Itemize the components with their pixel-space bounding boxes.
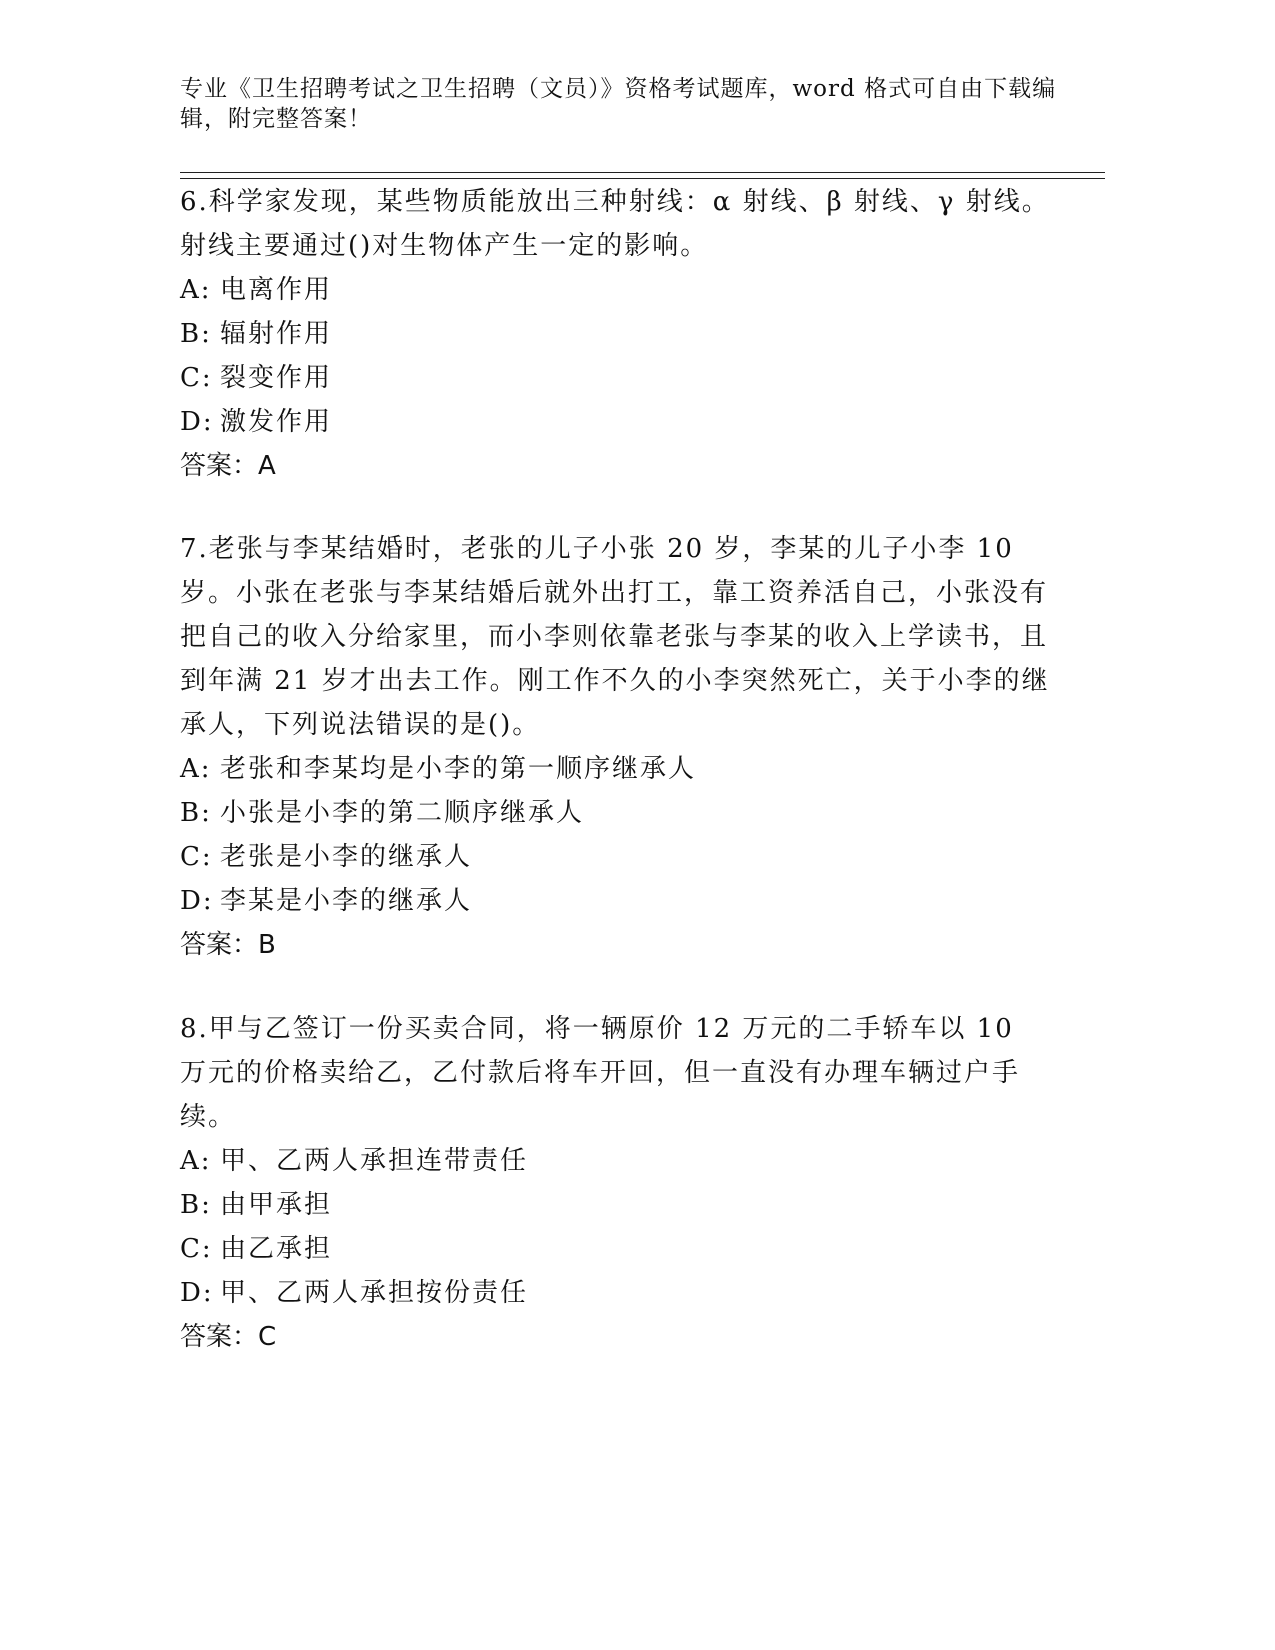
- option-c: [180, 835, 1050, 879]
- option-text: 甲、乙两人承担按份责任: [220, 1278, 529, 1308]
- option-text: 辐射作用: [220, 319, 333, 349]
- question-stem: 6.科学家发现，某些物质能放出三种射线：α 射线、β 射线、γ 射线。射线主要通过()对生物体产生一定的影响。: [180, 187, 1050, 261]
- option-b: [180, 1183, 1050, 1227]
- option-key: A:: [180, 275, 212, 305]
- question-stem: 8.甲与乙签订一份买卖合同，将一辆原价 12 万元的二手轿车以 10 万元的价格卖给乙，乙付款后将车开回，但一直没有办理车辆过户手续。: [180, 1014, 1021, 1132]
- option-key: B:: [180, 798, 212, 828]
- option-key: C:: [180, 363, 213, 393]
- option-text: 由甲承担: [220, 1190, 333, 1220]
- option-d: [180, 879, 1050, 923]
- question-stem: 7.老张与李某结婚时，老张的儿子小张 20 岁，李某的儿子小李 10 岁。小张在老张与李某结婚后就外出打工，靠工资养活自己，小张没有把自己的收入分给家里，而小李则依靠老张与李某的收入上学读书，且到年满 21 岁才出去工作。刚工作不久的小李突然死亡，关于小李的继承人，下列说法错误的是()。: [180, 534, 1050, 740]
- option-text: 激发作用: [220, 407, 333, 437]
- answer-line: 答案：A: [180, 451, 276, 481]
- option-key: D:: [180, 886, 214, 916]
- option-text: 裂变作用: [220, 363, 333, 393]
- option-b: [180, 312, 1050, 356]
- answer-line: 答案：C: [180, 1322, 277, 1352]
- question-6: [180, 180, 1050, 488]
- document-intro: 专业《卫生招聘考试之卫生招聘（文员）》资格考试题库，word 格式可自由下载编辑，附完整答案！: [180, 76, 1057, 132]
- option-key: A:: [180, 1146, 212, 1176]
- option-c: [180, 1227, 1050, 1271]
- option-key: B:: [180, 319, 212, 349]
- option-text: 由乙承担: [220, 1234, 333, 1264]
- header-divider-top: [180, 172, 1105, 173]
- option-a: [180, 268, 1050, 312]
- option-key: A:: [180, 754, 212, 784]
- option-text: 老张和李某均是小李的第一顺序继承人: [220, 754, 697, 784]
- option-d: [180, 400, 1050, 444]
- header-divider-bottom: [180, 178, 1105, 179]
- option-b: [180, 791, 1050, 835]
- option-text: 甲、乙两人承担连带责任: [220, 1146, 529, 1176]
- question-7: [180, 527, 1050, 967]
- option-key: D:: [180, 407, 214, 437]
- option-a: [180, 1139, 1050, 1183]
- option-text: 电离作用: [220, 275, 333, 305]
- option-key: C:: [180, 842, 213, 872]
- option-text: 小张是小李的第二顺序继承人: [220, 798, 585, 828]
- option-c: [180, 356, 1050, 400]
- question-8: [180, 1007, 1050, 1359]
- option-d: [180, 1271, 1050, 1315]
- option-key: C:: [180, 1234, 213, 1264]
- option-key: B:: [180, 1190, 212, 1220]
- answer-line: 答案：B: [180, 930, 276, 960]
- option-a: [180, 747, 1050, 791]
- option-key: D:: [180, 1278, 214, 1308]
- option-text: 李某是小李的继承人: [220, 886, 473, 916]
- option-text: 老张是小李的继承人: [220, 842, 473, 872]
